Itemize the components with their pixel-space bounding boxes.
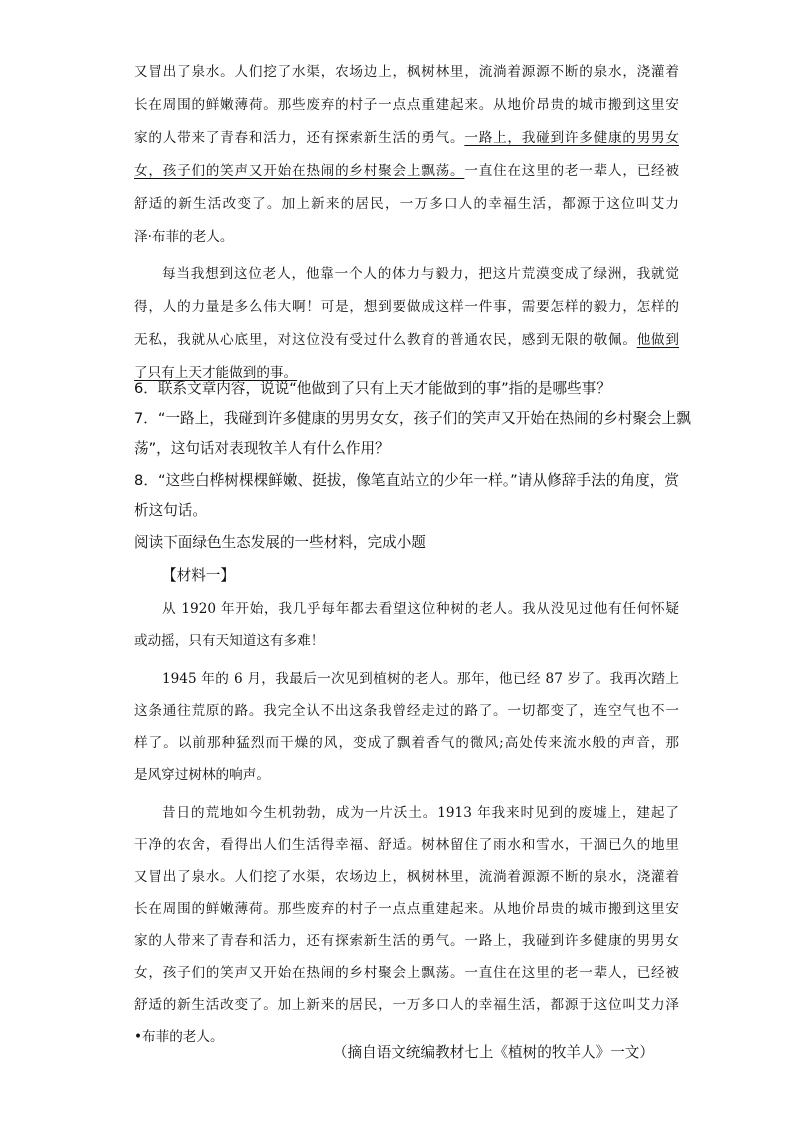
material-line: 又冒出了泉水。人们挖了水渠，农场边上，枫树林里，流淌着源源不断的泉水，浇灌着	[134, 869, 679, 885]
passage-line	[134, 330, 679, 350]
question-7: 7．“一路上，我碰到许多健康的男男女女，孩子们的笑声又开始在热闹的乡村聚会上飘	[134, 410, 691, 427]
question-8-cont: 析这句话。	[134, 502, 207, 519]
material-line: 长在周围的鲜嫩薄荷。那些废弃的村子一点点重建起来。从地价昂贵的城市搬到这里安	[134, 901, 679, 917]
reading-intro: 阅读下面绿色生态发展的一些材料，完成小题	[134, 534, 426, 551]
underlined-sentence: 了只有上天才能做到的事。	[134, 365, 298, 381]
passage-line: 泽·布菲的老人。	[134, 229, 234, 245]
material-line: 这条通往荒原的路。我完全认不出这条我曾经走过的路了。一切都变了，连空气也不一	[134, 703, 679, 719]
question-8: 8．“这些白桦树棵棵鲜嫩、挺拔，像笔直站立的少年一样。”请从修辞手法的角度，赏	[134, 472, 679, 489]
passage-line	[134, 161, 679, 181]
passage-line: 又冒出了泉水。人们挖了水渠，农场边上，枫树林里，流淌着源源不断的泉水，浇灌着	[134, 64, 679, 80]
question-6: 6．联系文章内容，说说“他做到了只有上天才能做到的事”指的是哪些事？	[134, 380, 611, 397]
material-line: 家的人带来了青春和活力，还有探索新生活的勇气。一路上，我碰到许多健康的男男女	[134, 933, 679, 949]
question-7-cont: 荡”，这句话对表现牧羊人有什么作用？	[134, 440, 390, 457]
material-line: 1945 年的 6 月，我最后一次见到植树的老人。那年，他已经 87 岁了。我再次踏上	[162, 671, 679, 687]
passage-line: 舒适的新生活改变了。加上新来的居民，一万多口人的幸福生活，都源于这位叫艾力	[134, 196, 679, 212]
passage-line	[134, 128, 679, 148]
source-citation: （摘自语文统编教材七上《植树的牧羊人》一文）	[332, 1044, 654, 1061]
material-line: 女，孩子们的笑声又开始在热闹的乡村聚会上飘荡。一直住在这里的老一辈人，已经被	[134, 965, 679, 981]
passage-line: 得，人的力量是多么伟大啊！可是，想到要做成这样一件事，需要怎样的毅力，怎样的	[134, 299, 679, 315]
passage-line: 每当我想到这位老人，他靠一个人的体力与毅力，把这片荒漠变成了绿洲，我就觉	[162, 266, 679, 282]
material-line: •布菲的老人。	[134, 1029, 224, 1045]
material-line: 从 1920 年开始，我几乎每年都去看望这位种树的老人。我从没见过他有任何怀疑	[162, 601, 679, 617]
passage-text: 一直住在这里的老一辈人，已经被	[464, 163, 680, 179]
material-line: 样了。以前那种猛烈而干燥的风，变成了飘着香气的微风;高处传来流水般的声音，那	[134, 735, 679, 751]
underlined-sentence: 女，孩子们的笑声又开始在热闹的乡村聚会上飘荡。	[134, 163, 465, 179]
material-line: 是风穿过树林的响声。	[134, 767, 270, 783]
material-line: 昔日的荒地如今生机勃勃，成为一片沃土。1913 年我来时见到的废墟上，建起了	[162, 805, 679, 821]
material-line: 舒适的新生活改变了。加上新来的居民，一万多口人的幸福生活，都源于这位叫艾力泽	[134, 997, 679, 1013]
passage-text: 无私，我就从心底里，对这位没有受过什么教育的普通农民，感到无限的敬佩。	[134, 332, 637, 348]
material-line: 或动摇，只有天知道这有多难！	[134, 633, 325, 649]
material-line: 干净的农舍，看得出人们生活得幸福、舒适。树林留住了雨水和雪水，干涸已久的地里	[134, 837, 679, 853]
passage-text: 家的人带来了青春和活力，还有探索新生活的勇气。	[134, 130, 465, 146]
passage-line: 长在周围的鲜嫩薄荷。那些废弃的村子一点点重建起来。从地价昂贵的城市搬到这里安	[134, 97, 679, 113]
material-label: 【材料一】	[162, 567, 235, 584]
underlined-sentence: 一路上，我碰到许多健康的男男女	[464, 130, 680, 146]
underlined-sentence: 他做到	[636, 332, 680, 348]
